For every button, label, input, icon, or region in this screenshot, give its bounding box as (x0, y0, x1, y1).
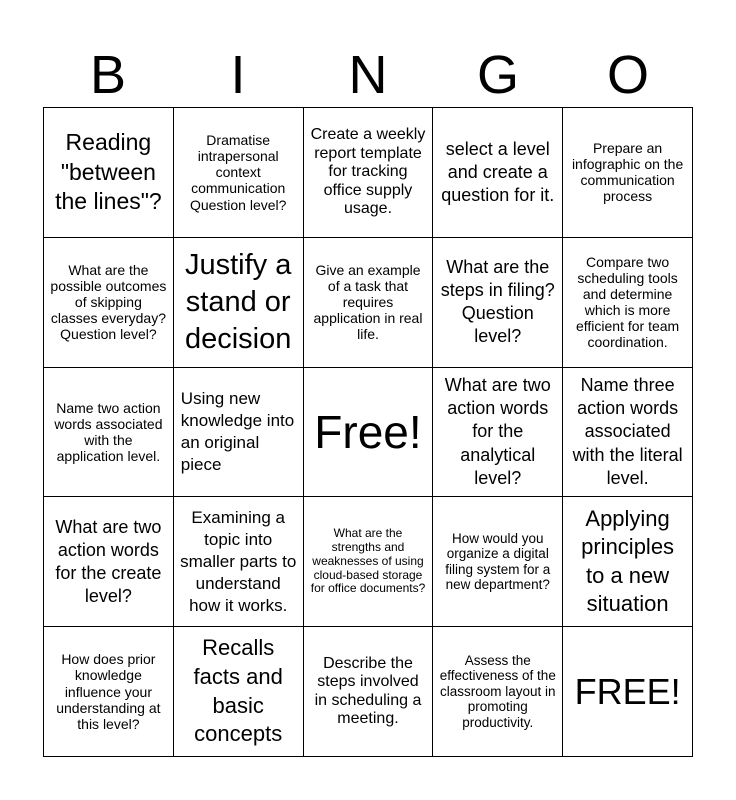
bingo-cell-r1c1[interactable]: Reading "between the lines"? (44, 108, 174, 238)
bingo-cell-r5c3[interactable]: Describe the steps involved in scheduling a meeting. (304, 627, 434, 757)
bingo-board (43, 107, 693, 757)
bingo-cell-r4c2[interactable]: Examining a topic into smaller parts to understand how it works. (174, 497, 304, 627)
bingo-cell-r4c4[interactable]: How would you organize a digital filing system for a new department? (433, 497, 563, 627)
bingo-cell-r2c1[interactable]: What are the possible outcomes of skipping classes everyday? Question level? (44, 238, 174, 368)
header-letter-b: B (89, 45, 127, 105)
bingo-cell-r1c2[interactable]: Dramatise intrapersonal context communication Question level? (174, 108, 304, 238)
bingo-cell-r1c5[interactable]: Prepare an infographic on the communication process (563, 108, 693, 238)
bingo-cell-r5c4[interactable]: Assess the effectiveness of the classroom layout in promoting productivity. (433, 627, 563, 757)
bingo-cell-r3c4[interactable]: What are two action words for the analytical level? (433, 368, 563, 498)
header-letter-n: N (348, 45, 388, 105)
header-letter-g: G (476, 45, 519, 105)
bingo-cell-r1c4[interactable]: select a level and create a question for it. (433, 108, 563, 238)
header-letter-i: I (230, 45, 246, 105)
bingo-cell-r4c5[interactable]: Applying principles to a new situation (563, 497, 693, 627)
bingo-cell-r5c2[interactable]: Recalls facts and basic concepts (174, 627, 304, 757)
bingo-cell-r2c3[interactable]: Give an example of a task that requires application in real life. (304, 238, 434, 368)
header-letter-o: O (606, 45, 649, 105)
bingo-cell-free-corner[interactable]: FREE! (563, 627, 693, 757)
bingo-cell-r3c1[interactable]: Name two action words associated with the application level. (44, 368, 174, 498)
bingo-cell-r4c3[interactable]: What are the strengths and weaknesses of using cloud-based storage for office documents? (304, 497, 434, 627)
bingo-cell-r4c1[interactable]: What are two action words for the create level? (44, 497, 174, 627)
bingo-cell-r5c1[interactable]: How does prior knowledge influence your understanding at this level? (44, 627, 174, 757)
bingo-cell-r3c2[interactable]: Using new knowledge into an original piece (174, 368, 304, 498)
bingo-cell-r1c3[interactable]: Create a weekly report template for tracking office supply usage. (304, 108, 434, 238)
bingo-cell-r2c2[interactable]: Justify a stand or decision (174, 238, 304, 368)
bingo-cell-r3c5[interactable]: Name three action words associated with the literal level. (563, 368, 693, 498)
bingo-cell-r2c4[interactable]: What are the steps in filing? Question level? (433, 238, 563, 368)
bingo-header (43, 42, 693, 108)
bingo-cell-free-center[interactable]: Free! (304, 368, 434, 498)
bingo-cell-r2c5[interactable]: Compare two scheduling tools and determine which is more efficient for team coordination. (563, 238, 693, 368)
